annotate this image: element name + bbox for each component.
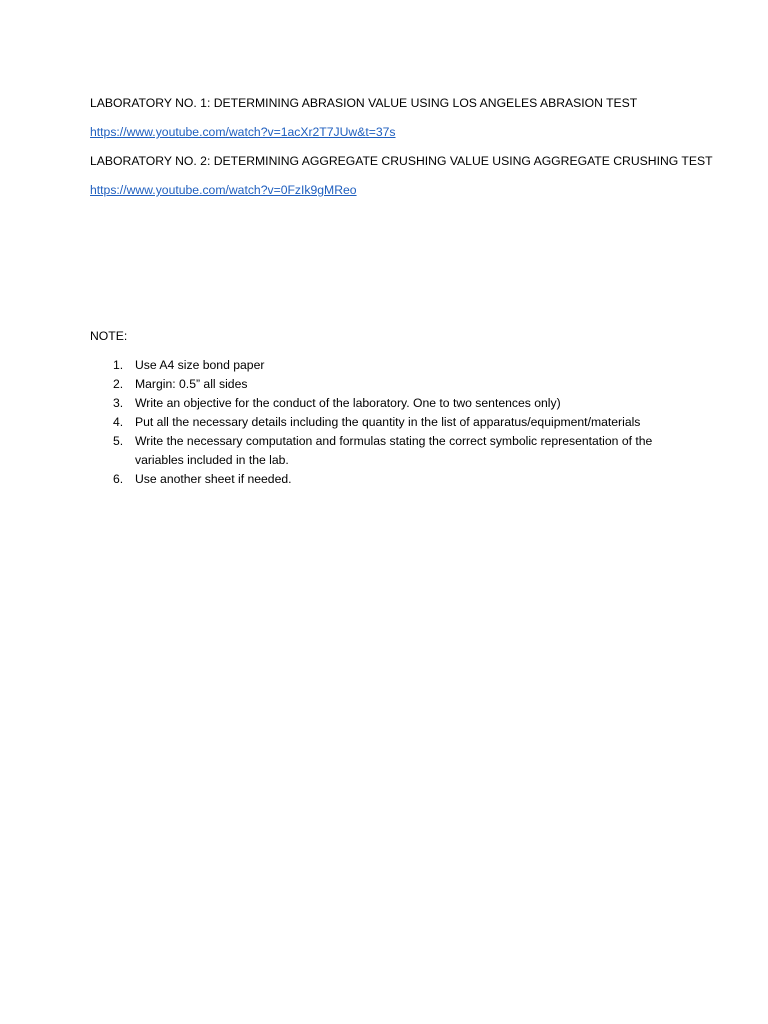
note-item-number: 3. [113, 396, 124, 410]
note-heading: NOTE: [90, 329, 128, 343]
note-item-number: 2. [113, 377, 124, 391]
lab2-video-link[interactable]: https://www.youtube.com/watch?v=0FzIk9gMReo [90, 183, 357, 197]
note-item-text: Use A4 size bond paper [135, 358, 265, 372]
note-item-4 [90, 413, 675, 432]
lab1-video-link[interactable]: https://www.youtube.com/watch?v=1acXr2T7JUw&t=37s [90, 125, 396, 139]
note-item-text: Margin: 0.5” all sides [135, 377, 248, 391]
note-item-6 [90, 470, 675, 489]
note-item-number: 5. [113, 434, 124, 448]
note-item-text: Put all the necessary details including the quantity in the list of apparatus/equipment/materials [135, 415, 641, 429]
note-item-number: 6. [113, 472, 124, 486]
lab2-link-line [90, 181, 690, 200]
lab1-title: LABORATORY NO. 1: DETERMINING ABRASION VALUE USING LOS ANGELES ABRASION TEST [90, 96, 638, 110]
note-item-1 [90, 356, 675, 375]
note-item-2 [90, 375, 675, 394]
note-item-number: 4. [113, 415, 124, 429]
note-item-number: 1. [113, 358, 124, 372]
note-item-3 [90, 394, 675, 413]
note-item-text: Write the necessary computation and formulas stating the correct symbolic representation of the variables included in the lab. [135, 434, 653, 467]
note-list [90, 356, 690, 489]
note-item-text: Use another sheet if needed. [135, 472, 292, 486]
note-item-5 [90, 432, 675, 470]
note-item-text: Write an objective for the conduct of the laboratory. One to two sentences only) [135, 396, 561, 410]
lab2-title: LABORATORY NO. 2: DETERMINING AGGREGATE CRUSHING VALUE USING AGGREGATE CRUSHING TEST [90, 154, 713, 168]
lab1-link-line [90, 123, 690, 142]
blank-space [90, 210, 690, 327]
document-body [90, 94, 713, 489]
